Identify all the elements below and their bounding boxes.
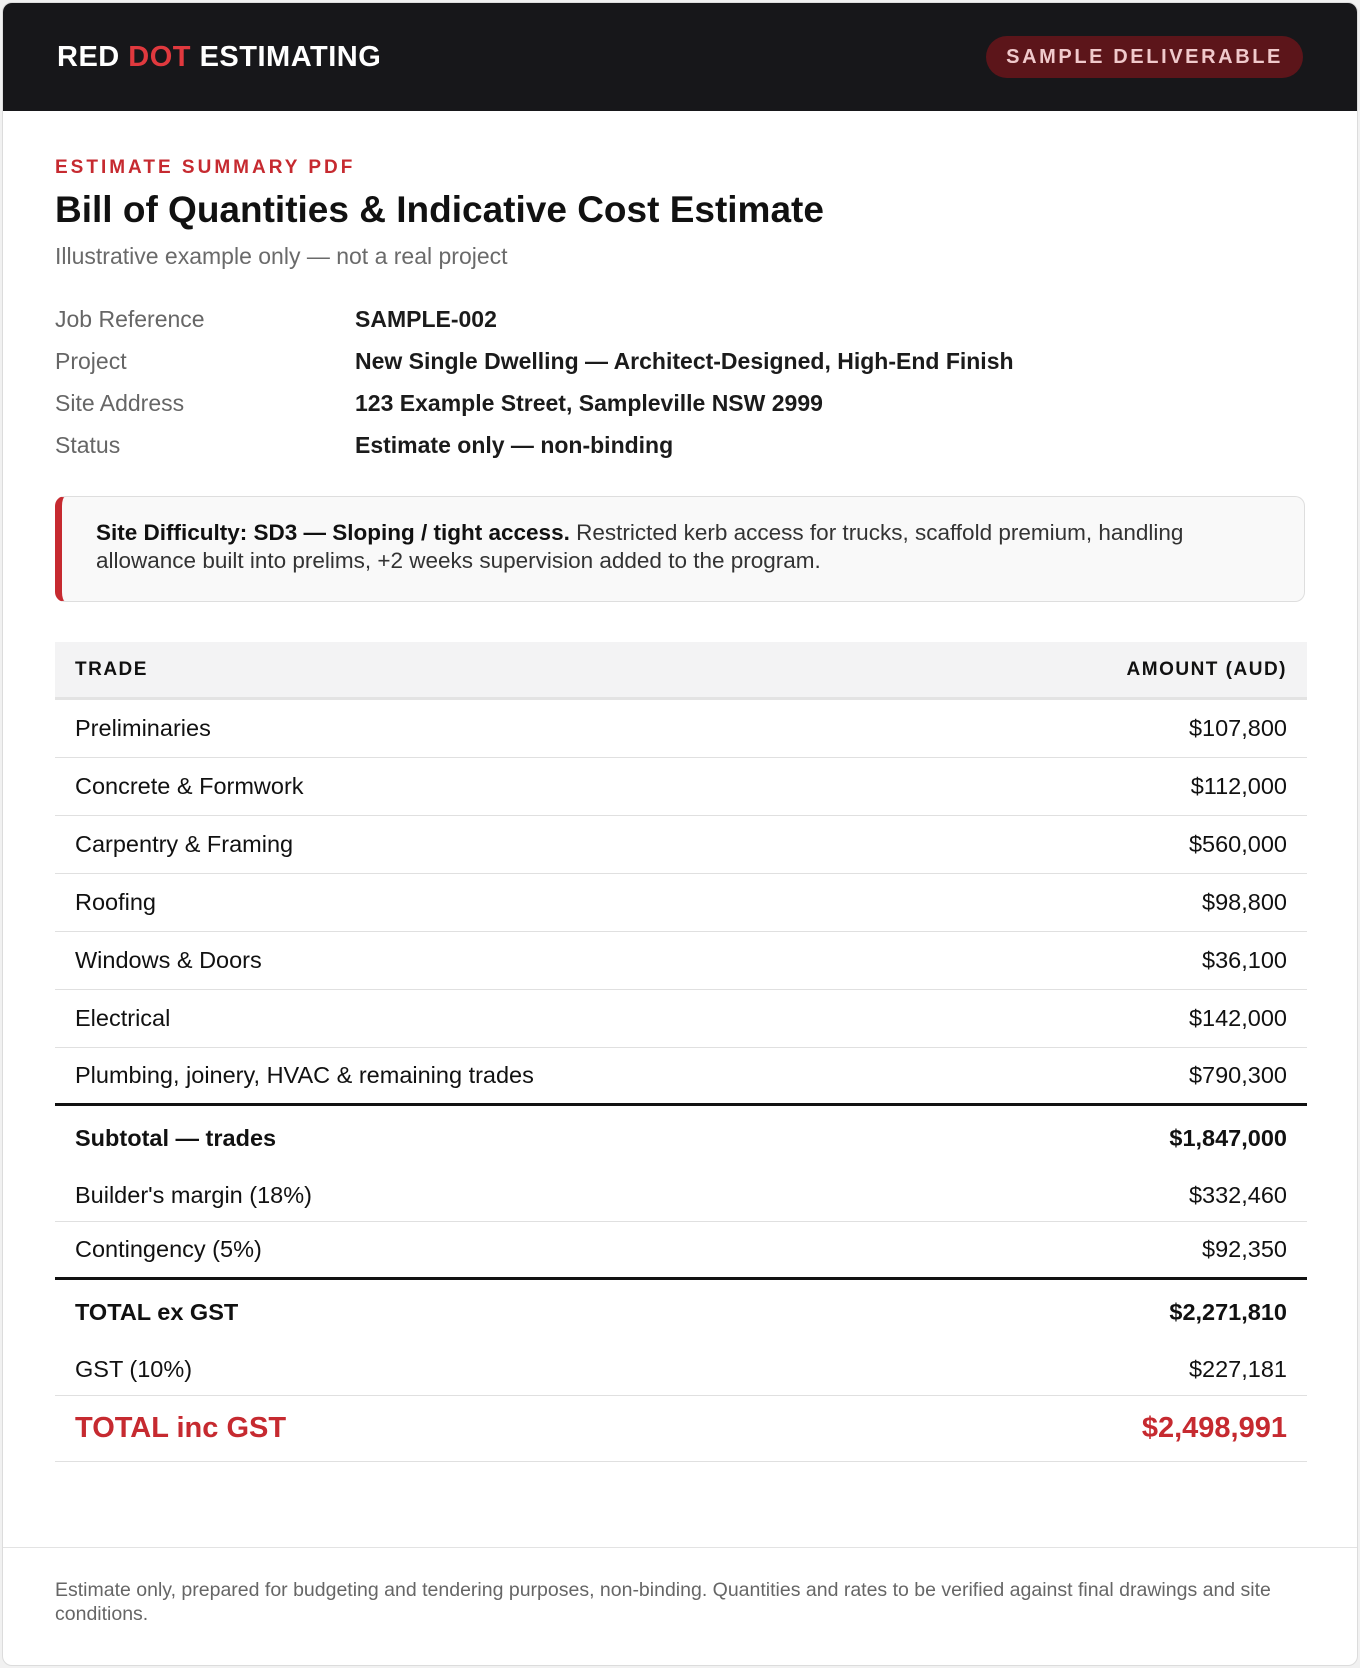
total-inc-gst-amount: $2,498,991: [1141, 1412, 1287, 1444]
table-row: [55, 816, 1307, 874]
meta-label: Site Address: [55, 389, 185, 416]
gst-amount: $227,181: [1188, 1356, 1287, 1382]
table-row: [55, 932, 1307, 990]
trade-name: Preliminaries: [75, 715, 211, 741]
meta-label: Status: [55, 431, 121, 458]
meta-value: New Single Dwelling — Architect-Designed, High-End Finish: [355, 347, 1014, 374]
total-ex-gst-amount: $2,271,810: [1169, 1298, 1287, 1325]
page-title: Bill of Quantities & Indicative Cost Estimate: [55, 189, 824, 230]
column-header-trade: TRADE: [75, 658, 148, 680]
total-inc-gst-row: [55, 1396, 1307, 1462]
meta-label: Project: [55, 347, 127, 374]
header-bar: [3, 3, 1357, 111]
site-difficulty-callout: [55, 496, 1305, 602]
table-row: [55, 700, 1307, 758]
contingency-row: [55, 1222, 1307, 1280]
trade-amount: $790,300: [1188, 1062, 1287, 1088]
brand-word-estimating: ESTIMATING: [199, 40, 382, 73]
builders-margin-row: [55, 1170, 1307, 1222]
meta-label: Job Reference: [55, 305, 205, 332]
table-row: [55, 990, 1307, 1048]
meta-row-project: [55, 340, 1305, 382]
brand-logo: [57, 41, 381, 74]
gst-row: [55, 1344, 1307, 1396]
document-page: [2, 2, 1358, 1666]
margin-amount: $332,460: [1188, 1182, 1287, 1208]
trade-amount: $98,800: [1202, 889, 1287, 915]
trade-name: Carpentry & Framing: [75, 831, 294, 857]
table-row: [55, 758, 1307, 816]
trade-name: Electrical: [75, 1005, 171, 1031]
table-row: [55, 1048, 1307, 1106]
subtotal-label: Subtotal — trades: [75, 1124, 277, 1151]
subtotal-amount: $1,847,000: [1169, 1124, 1287, 1151]
callout-text: Restricted kerb access for trucks, scaffold premium, handling allowance built into prelims, +2 weeks supervision added to the program.: [96, 520, 1184, 573]
cost-table: [55, 642, 1307, 1462]
subtotal-row: [55, 1106, 1307, 1170]
job-details: [55, 298, 1305, 466]
trade-name: Roofing: [75, 889, 156, 915]
sample-deliverable-badge: SAMPLE DELIVERABLE: [986, 36, 1303, 78]
trade-amount: $107,800: [1188, 715, 1287, 741]
meta-value: 123 Example Street, Sampleville NSW 2999: [355, 389, 823, 416]
page-subtitle: Illustrative example only — not a real project: [55, 243, 508, 269]
meta-row-site-address: [55, 382, 1305, 424]
table-row: [55, 874, 1307, 932]
brand-word-red: RED: [57, 40, 120, 73]
meta-value: SAMPLE-002: [355, 305, 497, 332]
meta-row-status: [55, 424, 1305, 466]
disclaimer-footer: [3, 1547, 1357, 1665]
total-ex-gst-label: TOTAL ex GST: [75, 1298, 239, 1325]
trade-name: Concrete & Formwork: [75, 773, 304, 799]
contingency-amount: $92,350: [1202, 1236, 1287, 1262]
contingency-label: Contingency (5%): [75, 1236, 262, 1262]
meta-row-job-reference: [55, 298, 1305, 340]
trade-amount: $112,000: [1190, 773, 1287, 799]
column-header-amount: AMOUNT (AUD): [1126, 658, 1287, 680]
callout-heading: Site Difficulty: SD3 — Sloping / tight access.: [96, 520, 570, 545]
gst-label: GST (10%): [75, 1356, 193, 1382]
margin-label: Builder's margin (18%): [75, 1182, 312, 1208]
document-eyebrow: ESTIMATE SUMMARY PDF: [55, 157, 356, 178]
trade-amount: $560,000: [1188, 831, 1287, 857]
meta-value: Estimate only — non-binding: [355, 431, 674, 458]
brand-word-dot: DOT: [128, 40, 192, 73]
trade-name: Windows & Doors: [75, 947, 262, 973]
main-content: [3, 111, 1357, 1462]
total-ex-gst-row: [55, 1280, 1307, 1344]
table-header: [55, 642, 1307, 700]
total-inc-gst-label: TOTAL inc GST: [75, 1412, 287, 1444]
trade-amount: $142,000: [1188, 1005, 1287, 1031]
trade-amount: $36,100: [1202, 947, 1287, 973]
trade-name: Plumbing, joinery, HVAC & remaining trades: [75, 1062, 534, 1088]
disclaimer-text: Estimate only, prepared for budgeting and tendering purposes, non-binding. Quantities and rates to be verified against final drawings and site conditions.: [55, 1579, 1271, 1625]
